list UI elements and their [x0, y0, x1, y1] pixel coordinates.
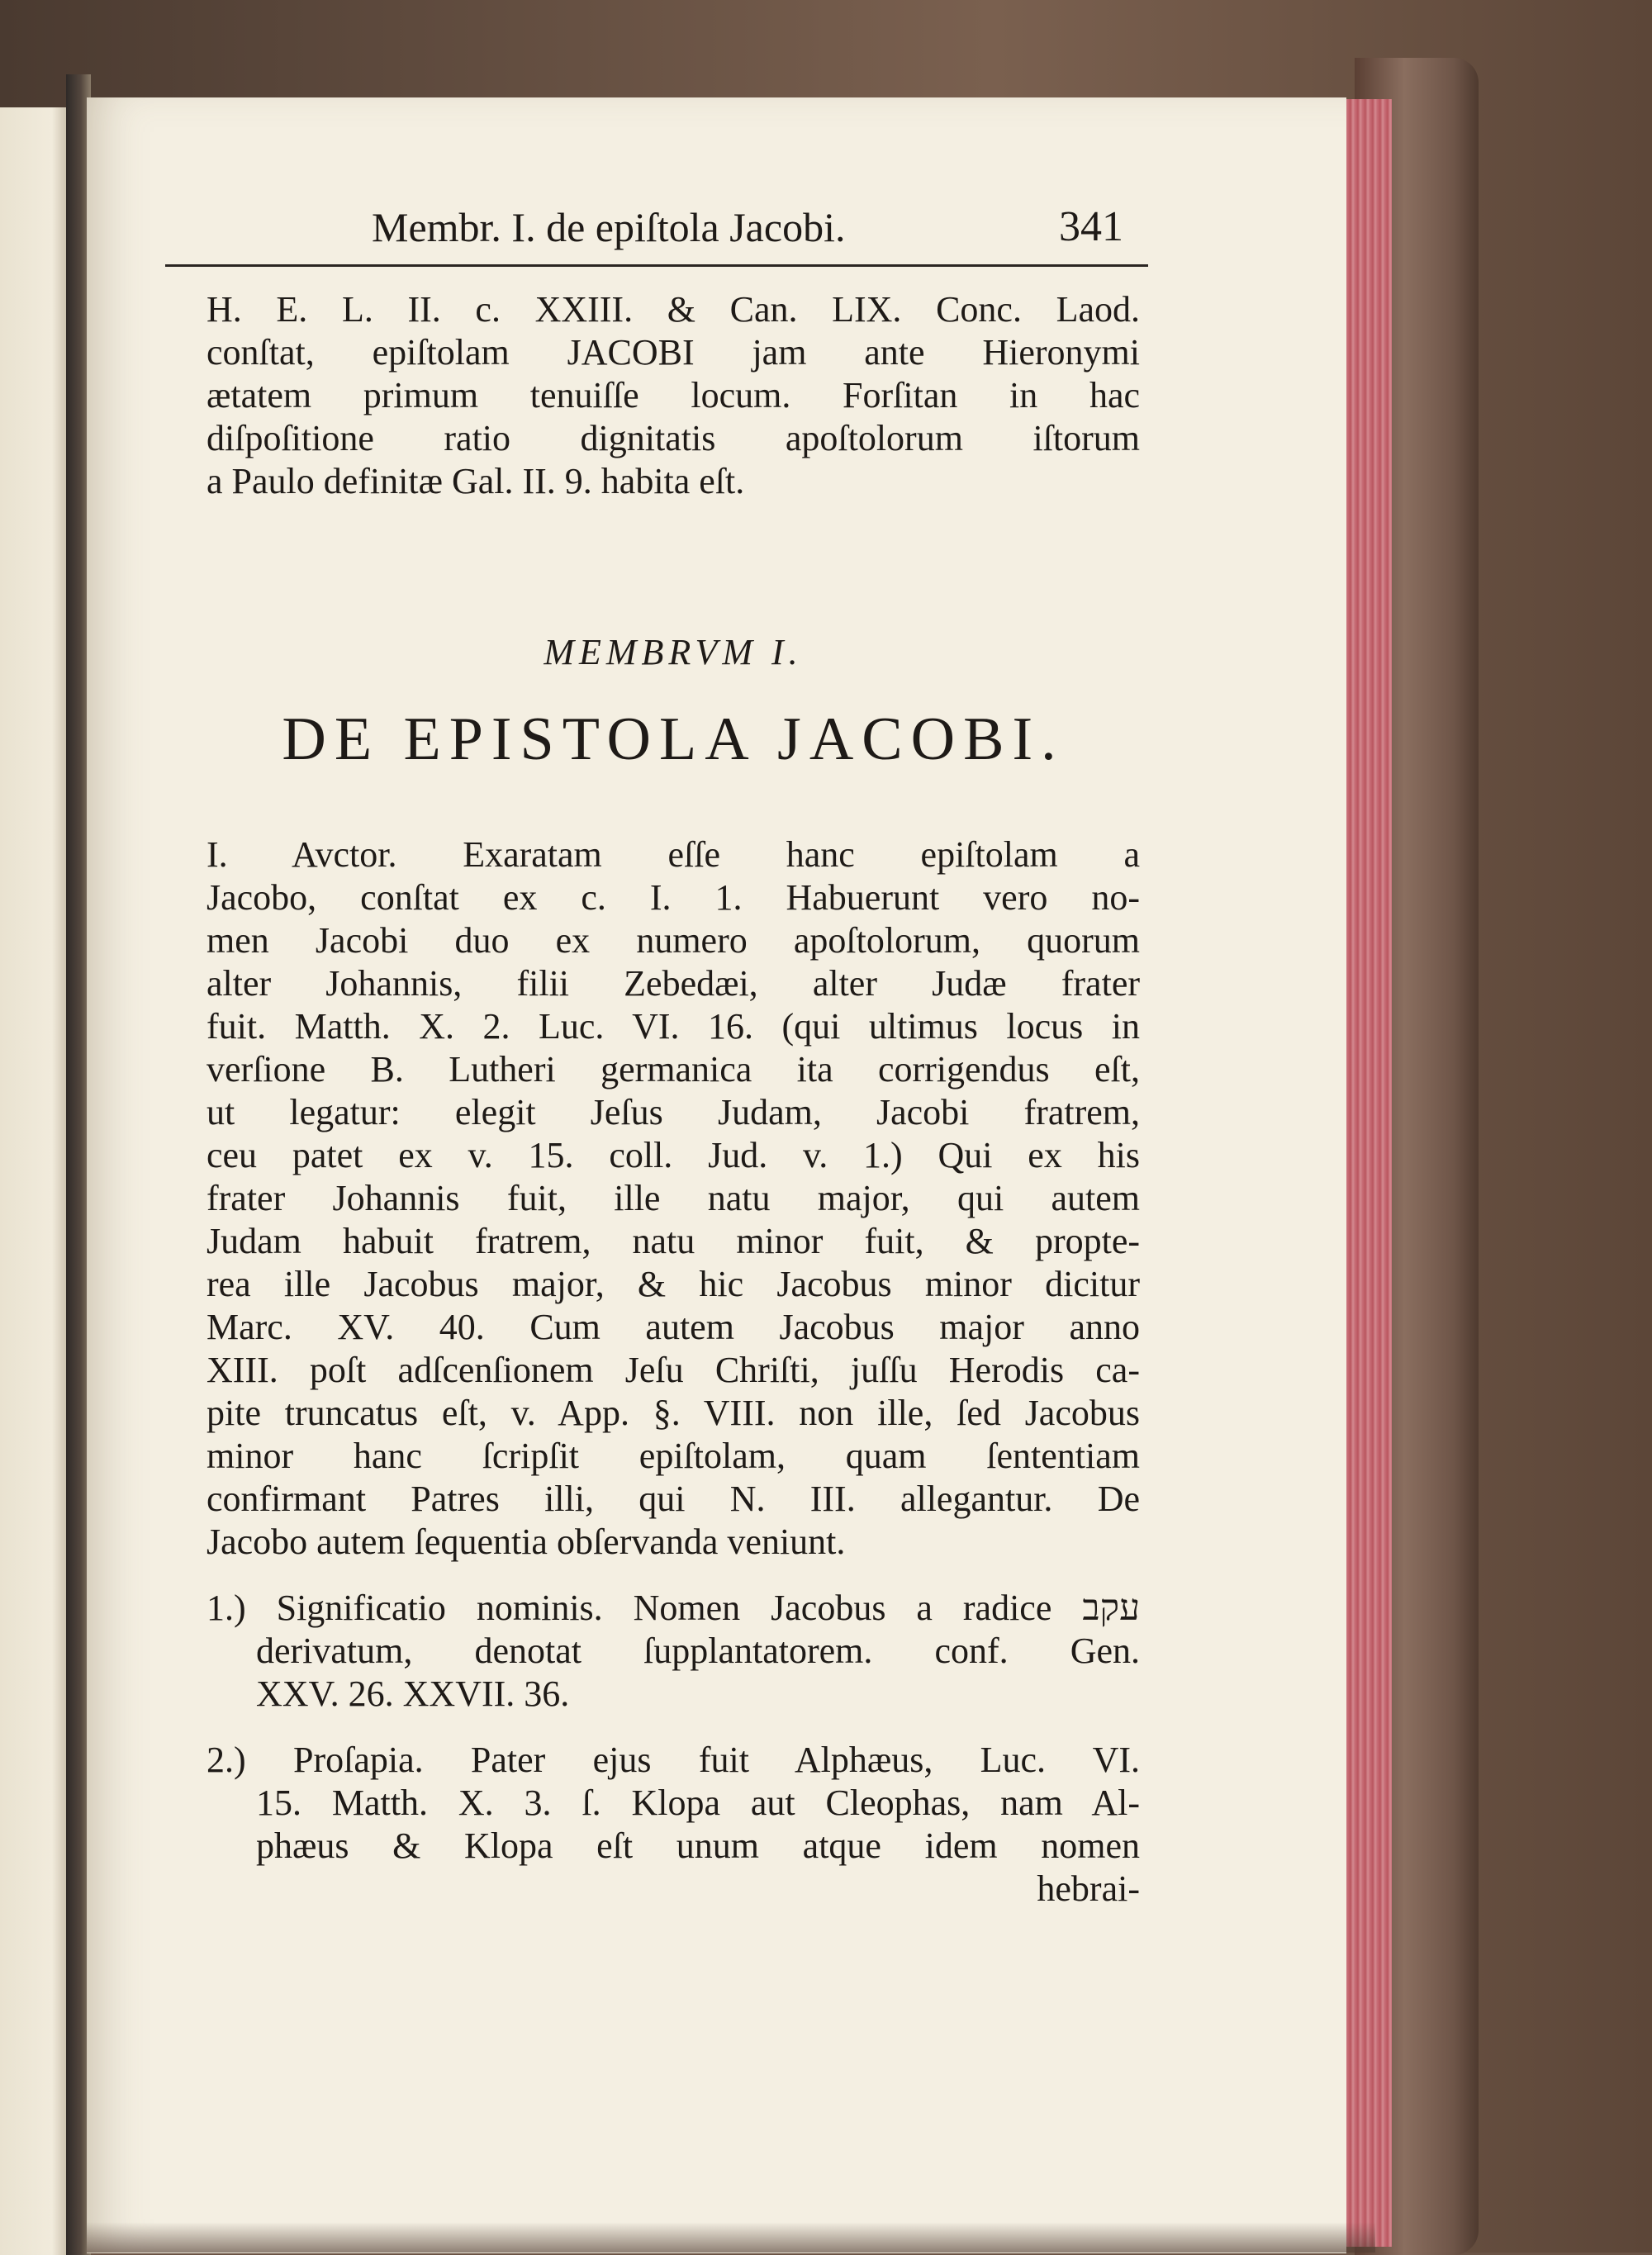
section-label: MEMBRVM I. — [544, 632, 803, 672]
text-line: XIII. poſt adſcenſionem Jeſu Chriſti, juſſu Herodis ca- — [206, 1350, 1140, 1390]
text-line: 2.) Proſapia. Pater ejus fuit Alphæus, Luc. VI. — [206, 1740, 1140, 1780]
page-number: 341 — [1059, 203, 1123, 250]
text-line: I. Avctor. Exaratam eſſe hanc epiſtolam a — [206, 834, 1140, 875]
text-line: ceu patet ex v. 15. coll. Jud. v. 1.) Qui ex his — [206, 1135, 1140, 1175]
running-title: Membr. I. de epiſtola Jacobi. — [372, 204, 846, 250]
text-line: conſtat, epiſtolam JACOBI jam ante Hieronymi — [206, 332, 1140, 373]
text-line: fuit. Matth. X. 2. Luc. VI. 16. (qui ultimus locus in — [206, 1006, 1140, 1047]
text-line: 15. Matth. X. 3. ſ. Klopa aut Cleophas, nam Al- — [256, 1783, 1140, 1823]
text-line: alter Johannis, filii Zebedæi, alter Judæ frater — [206, 963, 1140, 1004]
text-line: ætatem primum tenuiſſe locum. Forſitan in hac — [206, 375, 1140, 415]
text-line: a Paulo definitæ Gal. II. 9. habita eſt. — [206, 461, 745, 501]
text-line: pite truncatus eſt, v. App. §. VIII. non ille, ſed Jacobus — [206, 1393, 1140, 1433]
text-line: phæus & Klopa eſt unum atque idem nomen — [256, 1825, 1140, 1866]
running-head — [206, 198, 1140, 256]
text-line: verſione B. Lutheri germanica ita corrigendus eſt, — [206, 1049, 1140, 1090]
text-line: Jacobo, conſtat ex c. I. 1. Habuerunt vero no- — [206, 877, 1140, 918]
text-line: derivatum, denotat ſupplantatorem. conf. Gen. — [256, 1631, 1140, 1671]
facing-page-edge — [0, 107, 74, 2255]
text-line: rea ille Jacobus major, & hic Jacobus minor dicitur — [206, 1264, 1140, 1304]
text-line: diſpoſitione ratio dignitatis apoſtolorum iſtorum — [206, 418, 1140, 458]
text-line: Judam habuit fratrem, natu minor fuit, & propte- — [206, 1221, 1140, 1261]
text-line: H. E. L. II. c. XXIII. & Can. LIX. Conc. Laod. — [206, 289, 1140, 330]
text-line: confirmant Patres illi, qui N. III. allegantur. De — [206, 1479, 1140, 1519]
text-line: minor hanc ſcripſit epiſtolam, quam ſententiam — [206, 1436, 1140, 1476]
text-line: Marc. XV. 40. Cum autem Jacobus major anno — [206, 1307, 1140, 1347]
text-line: ut legatur: elegit Jeſus Judam, Jacobi fratrem, — [206, 1092, 1140, 1132]
text-line: Jacobo autem ſequentia obſervanda veniunt. — [206, 1522, 846, 1562]
text-line: 1.) Significatio nominis. Nomen Jacobus a radice עקב — [206, 1588, 1140, 1628]
catchword: hebrai- — [1037, 1868, 1140, 1909]
text-line: XXV. 26. XXVII. 36. — [256, 1673, 570, 1714]
bottom-shadow — [87, 2222, 1375, 2253]
text-line: men Jacobi duo ex numero apoſtolorum, quorum — [206, 920, 1140, 961]
text-line: frater Johannis fuit, ille natu major, qui autem — [206, 1178, 1140, 1218]
section-title: DE EPISTOLA JACOBI. — [282, 705, 1065, 773]
header-rule — [165, 264, 1148, 267]
